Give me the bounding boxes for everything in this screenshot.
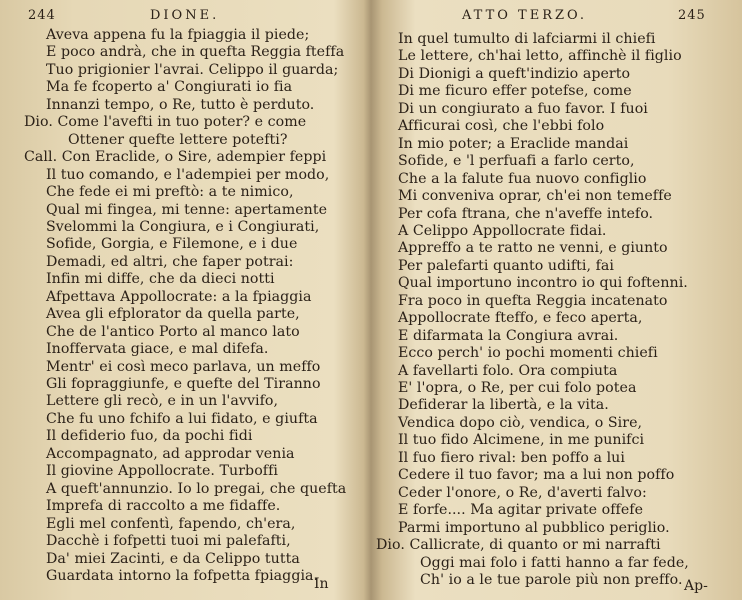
text-line: Dacchè i fofpetti tuoi mi palefafti, xyxy=(46,533,291,550)
text-line: Ottener quefte lettere potefti? xyxy=(68,131,288,148)
text-line: Parmi importuno al pubblico periglio. xyxy=(398,519,670,536)
text-line: Defiderar la libertà, e la vita. xyxy=(398,397,609,414)
text-line: Qual importuno incontro io qui foftenni. xyxy=(398,275,688,292)
text-line: E forfe.... Ma agitar private offefe xyxy=(398,502,644,519)
text-line: A queft'annunzio. Io lo pregai, che quefta xyxy=(46,480,347,497)
text-line: Oggi mai folo i fatti hanno a far fede, xyxy=(420,554,689,571)
page-number: 244 xyxy=(28,8,56,23)
text-line: Dio. Callicrate, di quanto or mi narrafti xyxy=(376,537,661,554)
text-line: Egli mel confentì, fapendo, ch'era, xyxy=(46,515,296,532)
text-line: Demadi, ed altri, che faper potrai: xyxy=(46,253,294,270)
text-line: Mi conveniva oprar, ch'ei non temeffe xyxy=(398,188,672,205)
text-line: Afficurai così, che l'ebbi folo xyxy=(398,118,605,135)
text-line: Ecco perch' io pochi momenti chiefi xyxy=(398,345,658,362)
text-line: Call. Con Eraclide, o Sire, adempier feppi xyxy=(24,149,327,166)
text-line: Imprefa di raccolto a me fidaffe. xyxy=(46,498,281,515)
text-line: Appreffo a te ratto ne venni, e giunto xyxy=(398,240,668,257)
text-line: Per palefarti quanto udifti, fai xyxy=(398,257,614,274)
text-line: Il defiderio fuo, da pochi fidi xyxy=(46,428,253,445)
text-line: Infin mi diffe, che da dieci notti xyxy=(46,271,275,288)
text-line: Ceder l'onore, o Re, d'averti falvo: xyxy=(398,484,647,501)
text-line: Innanzi tempo, o Re, tutto è perduto. xyxy=(46,96,315,113)
text-line: E difarmata la Congiura avrai. xyxy=(398,327,619,344)
left-page xyxy=(0,0,368,600)
text-line: Tuo prigionier l'avrai. Celippo il guarda; xyxy=(46,61,339,78)
text-line: Fra poco in quefta Reggia incatenato xyxy=(398,292,668,309)
catchword: In xyxy=(314,576,329,592)
text-line: Il giovine Appollocrate. Turboffi xyxy=(46,463,278,480)
text-line: Sofide, Gorgia, e Filemone, e i due xyxy=(46,236,298,253)
text-line: Avea gli efplorator da quella parte, xyxy=(46,306,300,323)
text-line: Svelommi la Congiura, e i Congiurati, xyxy=(46,218,320,235)
text-line: In quel tumulto di lafciarmi il chiefi xyxy=(398,31,656,47)
text-line: Dio. Come l'avefti in tuo poter? e come xyxy=(24,114,307,131)
catchword: Ap- xyxy=(684,578,708,594)
text-line: Di un congiurato a fuo favor. I fuoi xyxy=(398,100,648,117)
text-line: Da' miei Zacinti, e da Celippo tutta xyxy=(46,550,300,567)
text-line: Cedere il tuo favor; ma a lui non poffo xyxy=(398,467,675,484)
text-line: Le lettere, ch'hai letto, affinchè il figlio xyxy=(398,48,682,65)
text-line: Lettere gli recò, e in un l'avvifo, xyxy=(46,393,279,410)
text-line: Che fu uno fchifo a lui fidato, e giufta xyxy=(46,410,318,427)
text-line: Mentr' ei così meco parlava, un meffo xyxy=(46,358,321,375)
text-line: A favellarti folo. Ora compiuta xyxy=(398,362,618,379)
text-line: Il tuo comando, e l'adempiei per modo, xyxy=(46,166,330,183)
text-line: Ch' io a le tue parole più non preffo. xyxy=(420,571,683,588)
text-line: Il tuo fido Alcimene, in me punifci xyxy=(398,432,645,449)
text-line: A Celippo Appollocrate fidai. xyxy=(398,222,607,239)
text-line: Che fede ei mi preftò: a te nimico, xyxy=(46,184,294,201)
text-line: Inoffervata giace, e mal difefa. xyxy=(46,341,269,358)
text-line: Vendica dopo ciò, vendica, o Sire, xyxy=(398,414,643,431)
page-number: 245 xyxy=(678,8,706,23)
text-line: E' l'opra, o Re, per cui folo potea xyxy=(398,380,637,396)
running-head: ATTO TERZO. xyxy=(462,8,588,23)
text-line: Guardata intorno la fofpetta fpiaggia. xyxy=(46,567,319,584)
text-line: Per cofa ftrana, che n'aveffe intefo. xyxy=(398,205,654,222)
text-line: Appollocrate fteffo, e feco aperta, xyxy=(398,310,643,327)
text-line: Che a la falute fua nuovo configlio xyxy=(398,170,647,187)
text-line: Afpettava Appollocrate: a la fpiaggia xyxy=(46,288,312,305)
text-line: Accompagnato, ad approdar venia xyxy=(46,445,295,462)
text-line: Aveva appena fu la fpiaggia il piede; xyxy=(46,27,310,43)
text-line: Sofide, e 'l perfuafi a farlo certo, xyxy=(398,153,635,170)
right-page xyxy=(370,0,742,600)
text-line: Che de l'antico Porto al manco lato xyxy=(46,323,300,340)
text-line: In mio poter; a Eraclide mandai xyxy=(398,135,629,152)
text-line: Gli fopraggiunfe, e quefte del Tiranno xyxy=(46,376,321,392)
text-line: Ma fe fcoperto a' Congiurati io fia xyxy=(46,79,293,96)
text-line: Il fuo fiero rival: ben poffo a lui xyxy=(398,449,625,466)
text-line: E poco andrà, che in quefta Reggia fteffa xyxy=(46,44,345,61)
running-head: DIONE. xyxy=(150,8,220,23)
text-line: Di me ficuro effer potefse, come xyxy=(398,83,632,100)
text-line: Qual mi fingea, mi tenne: apertamente xyxy=(46,201,328,218)
text-line: Di Dionigi a queft'indizio aperto xyxy=(398,65,631,82)
